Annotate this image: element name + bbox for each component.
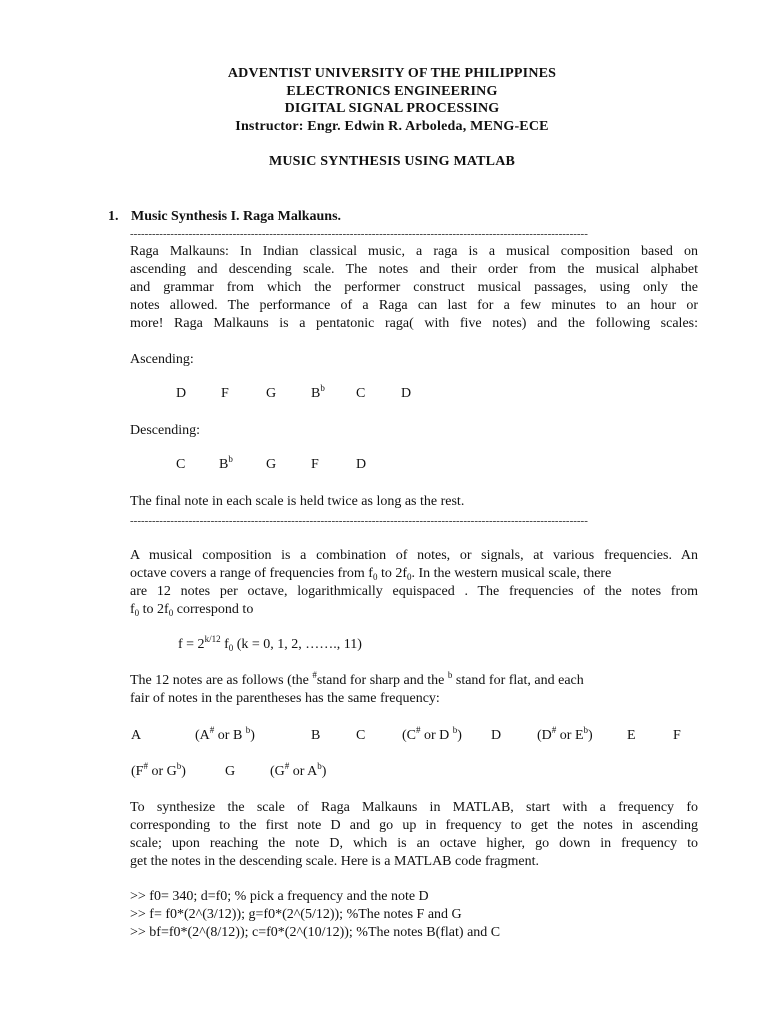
ascending-note: G bbox=[266, 386, 277, 401]
department-title: ELECTRONICS ENGINEERING bbox=[286, 84, 498, 99]
descending-note: F bbox=[311, 457, 319, 472]
composition-line-1: A musical composition is a combination of notes, or signals, at various frequencies. An bbox=[130, 548, 698, 563]
note-gsharp-aflat: (G# or $A^b$) bbox=[270, 761, 327, 779]
note-e: E bbox=[627, 728, 636, 743]
descending-note: D bbox=[356, 457, 367, 472]
composition-line-3: are 12 notes per octave, logarithmically equispaced . The frequencies of the notes from bbox=[130, 584, 698, 599]
synthesize-line-3: scale; upon reaching the note D, which is an octave higher, go down in frequency to bbox=[130, 836, 698, 851]
note-f: F bbox=[673, 728, 681, 743]
section-divider-top: ----------------------------------------------------------------------------------------------------------------------------- bbox=[130, 228, 588, 240]
note-g: G bbox=[225, 764, 236, 779]
synthesize-line-1: To synthesize the scale of Raga Malkauns in MATLAB, start with a frequency fo bbox=[130, 800, 698, 815]
note-c: C bbox=[356, 728, 366, 743]
note-b: B bbox=[311, 728, 321, 743]
raga-paragraph-line-5: more! Raga Malkauns is a pentatonic raga( with five notes) and the following scales: bbox=[130, 316, 698, 331]
note-asharp-bflat: (A# or B $^b$) bbox=[195, 725, 255, 743]
section-number: 1. bbox=[108, 209, 119, 224]
university-title: ADVENTIST UNIVERSITY OF THE PHILIPPINES bbox=[227, 66, 557, 81]
raga-paragraph-line-4: notes allowed. The performance of a Raga can last for a few minutes to an hour or bbox=[130, 298, 698, 313]
ascending-label: Ascending: bbox=[130, 352, 194, 367]
ascending-note-bflat: $B^b$ bbox=[311, 383, 325, 401]
topic-title: MUSIC SYNTHESIS USING MATLAB bbox=[268, 154, 516, 169]
descending-note: C bbox=[176, 457, 186, 472]
synthesize-line-2: corresponding to the first note D and go up in frequency to get the notes in ascending bbox=[130, 818, 698, 833]
section-divider-bottom: ----------------------------------------------------------------------------------------------------------------------------- bbox=[130, 515, 588, 527]
instructor-line: Instructor: Engr. Edwin R. Arboleda, MENG-ECE bbox=[235, 119, 549, 134]
note-csharp-dflat: (C# or D $^b$) bbox=[402, 725, 462, 743]
twelve-notes-line-1: The 12 notes are as follows (the #stand for sharp and the $^b$ stand for flat, and each bbox=[130, 670, 584, 688]
synthesize-line-4: get the notes in the descending scale. Here is a MATLAB code fragment. bbox=[130, 854, 539, 869]
code-line-3: >> bf=f0*(2^(8/12)); c=f0*(2^(10/12)); %The notes B(flat) and C bbox=[130, 925, 501, 940]
composition-line-4: $f_0$ to $2f_0$ correspond to bbox=[130, 602, 254, 618]
code-line-2: >> f= f0*(2^(3/12)); g=f0*(2^(5/12)); %The notes F and G bbox=[130, 907, 462, 922]
ascending-note: D bbox=[401, 386, 412, 401]
raga-paragraph-line-3: and grammar from which the performer construct musical passages, using only the bbox=[130, 280, 698, 295]
twelve-notes-line-2: fair of notes in the parentheses has the same frequency: bbox=[130, 691, 440, 706]
descending-note-bflat: $B^b$ bbox=[219, 454, 233, 472]
note-fsharp-gflat: (F# or $G^b$) bbox=[131, 761, 186, 779]
ascending-note: F bbox=[221, 386, 229, 401]
ascending-note: C bbox=[356, 386, 366, 401]
raga-paragraph-line-2: ascending and descending scale. The notes and their order from the musical alphabet bbox=[130, 262, 698, 277]
note-a: A bbox=[131, 728, 142, 743]
course-title: DIGITAL SIGNAL PROCESSING bbox=[284, 101, 500, 116]
final-note-sentence: The final note in each scale is held twice as long as the rest. bbox=[130, 494, 465, 509]
descending-label: Descending: bbox=[130, 423, 200, 438]
note-d: D bbox=[491, 728, 502, 743]
frequency-formula: $f = 2^{k/12}$ $f_0$ (k = 0, 1, 2, ……., 11) bbox=[178, 634, 362, 653]
descending-note: G bbox=[266, 457, 277, 472]
raga-paragraph-line-1: Raga Malkauns: In Indian classical music, a raga is a musical composition based on bbox=[130, 244, 698, 259]
ascending-note: D bbox=[176, 386, 187, 401]
composition-line-2: octave covers a range of frequencies from $f_0$ to $2f_0$. In the western musical scale, there bbox=[130, 566, 612, 582]
code-line-1: >> f0= 340; d=f0; % pick a frequency and the note D bbox=[130, 889, 429, 904]
section-title: Music Synthesis I. Raga Malkauns. bbox=[131, 209, 342, 224]
note-dsharp-eflat: (D# or $E^b$) bbox=[537, 725, 593, 743]
